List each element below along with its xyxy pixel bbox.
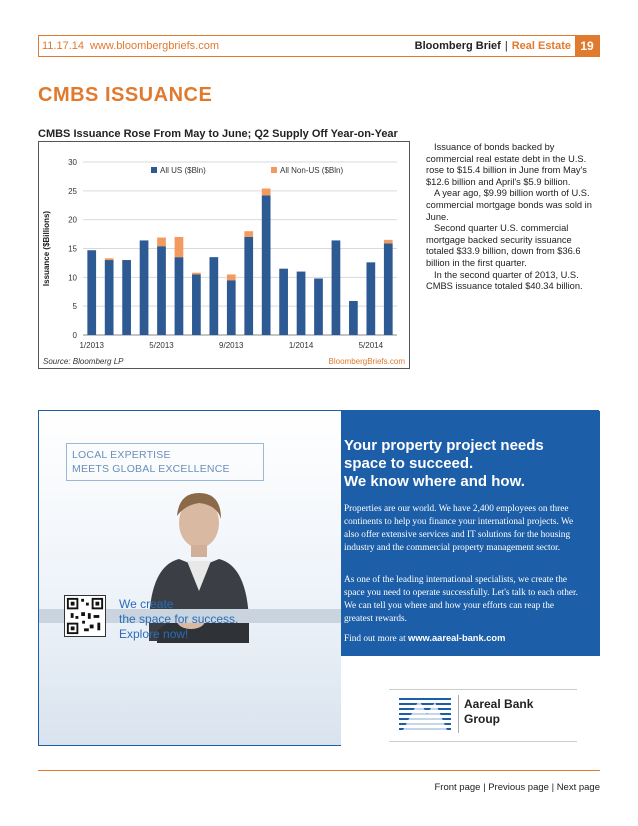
publication-name: Bloomberg Brief	[414, 40, 501, 52]
x-tick-label: 5/2013	[149, 341, 174, 350]
cta-line: Explore now!	[119, 627, 189, 641]
y-tick-label: 0	[72, 331, 77, 340]
bar-us	[227, 280, 236, 335]
ad-link-url[interactable]: www.aareal-bank.com	[408, 633, 506, 643]
bar-us	[192, 274, 201, 335]
bar-us	[366, 262, 375, 335]
bar-us	[314, 278, 323, 335]
legend-label: All Non-US ($Bln)	[280, 166, 344, 175]
previous-page-link[interactable]: Previous page	[488, 782, 549, 793]
bar-non-us	[105, 258, 114, 260]
ad-image-panel	[39, 411, 341, 745]
y-tick-label: 5	[72, 302, 77, 312]
logo-rule-top	[389, 689, 577, 690]
ad-paragraph: Properties are our world. We have 2,400 employees on three continents to help you finance your international projects. We also offer extensive services and IT solutions for the housing industry and the commercial property management sector.	[344, 504, 574, 553]
front-page-link[interactable]: Front page	[434, 782, 481, 793]
logo-line: Group	[464, 712, 500, 726]
cta-line: the space for success.	[119, 612, 239, 626]
aareal-logo-text	[464, 697, 533, 727]
bar-non-us	[227, 274, 236, 280]
tagline-line: LOCAL EXPERTISE	[72, 449, 171, 461]
legend-swatch	[271, 167, 277, 173]
y-tick-label: 15	[68, 244, 77, 254]
footer-separator: |	[483, 782, 486, 793]
page-footer	[435, 782, 601, 793]
bar-non-us	[157, 238, 166, 247]
section-name: Real Estate	[511, 40, 571, 52]
headline-line: Your property project needs	[344, 437, 544, 454]
bar-us	[140, 240, 149, 335]
x-tick-label: 5/2014	[358, 341, 384, 350]
bar-us	[105, 260, 114, 335]
x-tick-label: 1/2014	[288, 341, 314, 350]
bar-non-us	[175, 237, 184, 257]
x-tick-label: 1/2013	[79, 341, 104, 350]
bar-us	[279, 269, 288, 335]
y-tick-label: 20	[68, 215, 77, 225]
section-title: CMBS ISSUANCE	[38, 84, 213, 106]
ad-find-out-more[interactable]	[344, 633, 505, 644]
bar-us	[297, 272, 306, 335]
headline-line: We know where and how.	[344, 473, 525, 490]
ad-headline	[344, 437, 584, 491]
headline-line: space to succeed.	[344, 455, 474, 472]
chart-watermark: BloombergBriefs.com	[328, 357, 405, 366]
bar-us	[87, 250, 96, 335]
aareal-bank-ad[interactable]	[38, 410, 599, 746]
ad-link-prefix: Find out more at	[344, 634, 409, 644]
bar-us	[349, 301, 358, 335]
aareal-logo-icon	[397, 694, 453, 734]
bar-non-us	[192, 273, 201, 275]
page-header	[38, 35, 600, 57]
cta-line: We create	[119, 597, 174, 611]
qr-code-icon[interactable]	[64, 595, 106, 637]
x-tick-label: 9/2013	[219, 341, 244, 350]
logo-line: Aareal Bank	[464, 697, 534, 711]
bar-us	[209, 257, 218, 335]
article-paragraph: Second quarter U.S. commercial mortgage backed security issuance totaled $33.9 billion, down from $36.6 billion in the first quarter.	[426, 223, 581, 268]
article-paragraph: Issuance of bonds backed by commercial real estate debt in the U.S. rose to $15.4 billion in June from May's $12.6 billion and April's $5.9 billion.	[426, 142, 587, 187]
header-separator: |	[504, 40, 508, 52]
ad-paragraph: As one of the leading international specialists, we create the space you need to operate successfully. Let's talk to each other. We can tell you where and how your efforts can reap the greatest rewards.	[344, 575, 578, 624]
logo-rule-bottom	[389, 741, 577, 742]
logo-separator	[458, 695, 459, 733]
bar-us	[262, 195, 271, 335]
chart-title: CMBS Issuance Rose From May to June; Q2 Supply Off Year-on-Year	[38, 128, 398, 140]
article-text	[426, 142, 598, 293]
footer-separator: |	[551, 782, 555, 793]
y-tick-label: 10	[68, 273, 77, 283]
y-axis-label: Issuance ($Billions)	[42, 210, 51, 287]
legend-label: All US ($Bln)	[160, 166, 206, 175]
chart-source: Source: Bloomberg LP	[43, 357, 124, 366]
bar-us	[332, 240, 341, 335]
article-paragraph: A year ago, $9.99 billion worth of U.S. commercial mortgage bonds was sold in June.	[426, 188, 592, 222]
bar-us	[122, 260, 131, 335]
issue-date: 11.17.14	[42, 40, 85, 52]
cmbs-chart	[38, 141, 410, 369]
tagline-line: MEETS GLOBAL EXCELLENCE	[72, 463, 230, 475]
bar-non-us	[244, 231, 253, 237]
next-page-link[interactable]: Next page	[556, 782, 600, 793]
chart-svg	[39, 142, 411, 370]
ad-call-to-action[interactable]	[119, 597, 238, 642]
y-tick-label: 30	[68, 158, 77, 167]
website-link[interactable]: www.bloombergbriefs.com	[90, 40, 220, 52]
bar-us	[175, 257, 184, 335]
y-tick-label: 25	[68, 186, 77, 196]
bar-non-us	[384, 240, 393, 243]
article-paragraph: In the second quarter of 2013, U.S. CMBS issuance totaled $40.34 billion.	[426, 269, 583, 292]
legend-swatch	[151, 167, 157, 173]
bar-us	[384, 243, 393, 335]
page-number: 19	[575, 36, 599, 56]
bar-non-us	[262, 189, 271, 196]
bar-us	[157, 246, 166, 335]
footer-rule	[38, 770, 600, 771]
bar-us	[244, 237, 253, 335]
